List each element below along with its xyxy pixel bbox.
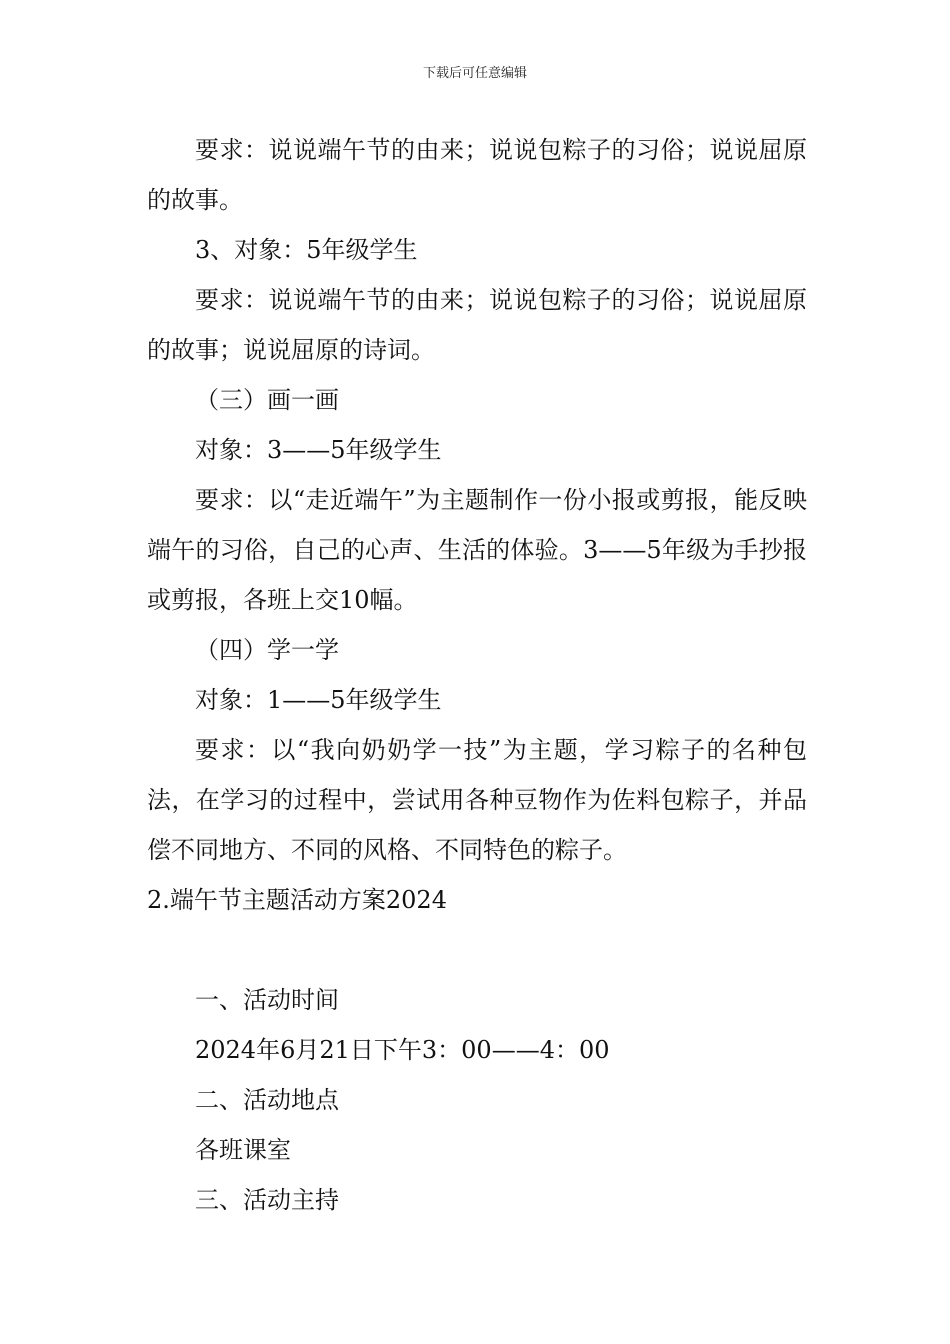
paragraph-requirement-5th: 要求：说说端午节的由来；说说包粽子的习俗；说说屈原的故事；说说屈原的诗词。 bbox=[147, 286, 807, 364]
paragraph-target-grade3-5: 对象：3——5年级学生 bbox=[195, 436, 442, 464]
section-heading-time: 一、活动时间 bbox=[195, 986, 339, 1014]
section-heading-host: 三、活动主持 bbox=[195, 1186, 339, 1214]
paragraph-requirement-draw: 要求：以“走近端午”为主题制作一份小报或剪报，能反映端午的习俗，自己的心声、生活的体验。3——5年级为手抄报或剪报，各班上交10幅。 bbox=[147, 486, 807, 614]
blank-line bbox=[147, 925, 807, 975]
paragraph-target-grade1-5: 对象：1——5年级学生 bbox=[195, 686, 442, 714]
paragraph-requirement-4th: 要求：说说端午节的由来；说说包粽子的习俗；说说屈原的故事。 bbox=[147, 136, 807, 214]
section-heading-place: 二、活动地点 bbox=[195, 1086, 339, 1114]
section-heading-draw: （三）画一画 bbox=[195, 386, 339, 414]
page-header: 下载后可任意编辑 bbox=[422, 66, 527, 81]
document-body bbox=[147, 125, 807, 1225]
paragraph-requirement-learn: 要求：以“我向奶奶学一技”为主题，学习粽子的名种包法，在学习的过程中，尝试用各种豆物作为佐料包粽子，并品偿不同地方、不同的风格、不同特色的粽子。 bbox=[147, 736, 807, 864]
paragraph-target-grade5: 3、对象：5年级学生 bbox=[195, 236, 418, 264]
document-title-2: 2.端午节主题活动方案2024 bbox=[147, 886, 447, 914]
section-heading-learn: （四）学一学 bbox=[195, 636, 339, 664]
paragraph-place-value: 各班课室 bbox=[195, 1136, 291, 1164]
paragraph-time-value: 2024年6月21日下午3：00——4：00 bbox=[195, 1036, 610, 1064]
